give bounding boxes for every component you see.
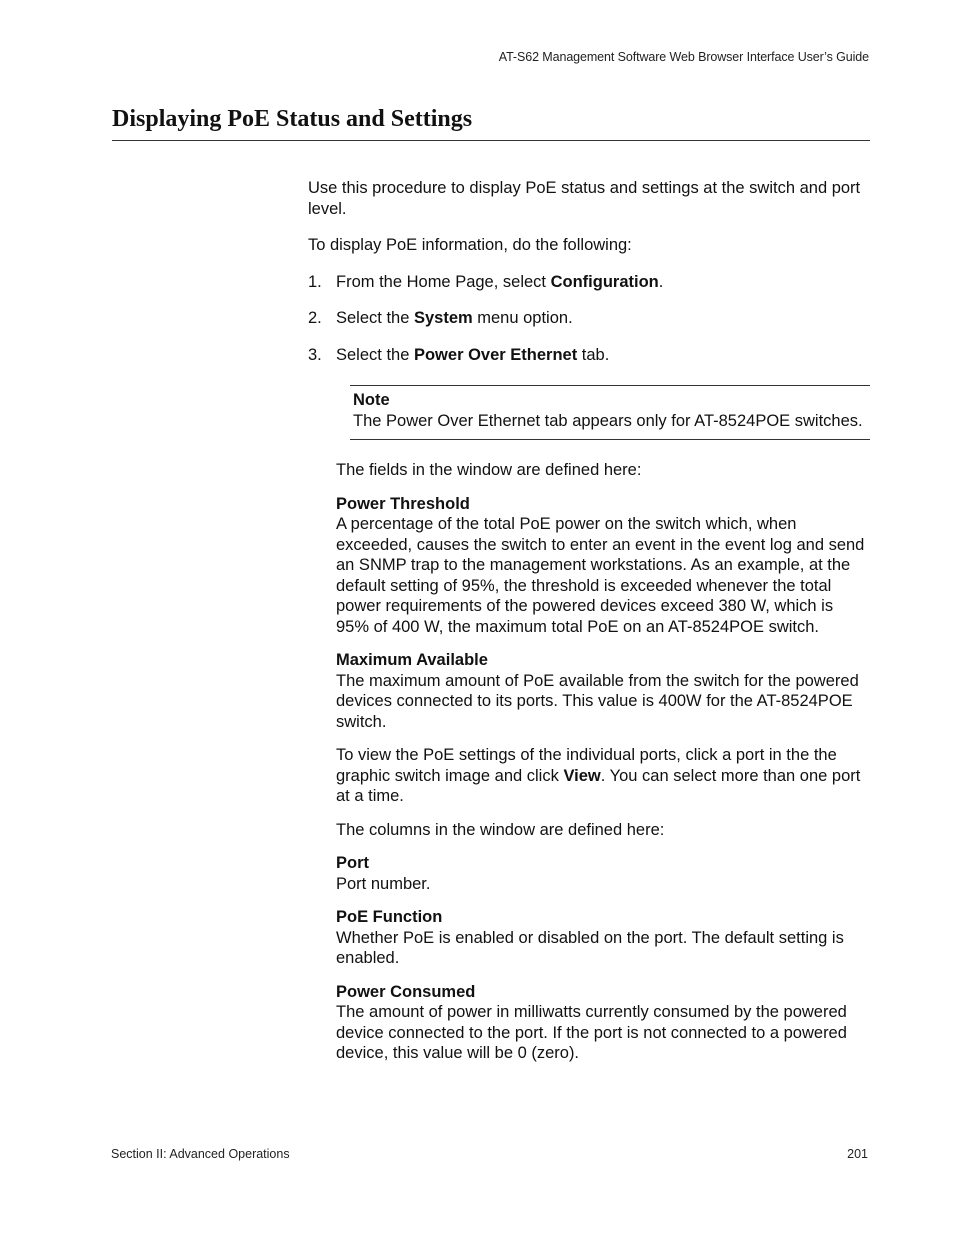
field-description: A percentage of the total PoE power on the switch which, when exceeded, causes the switch to enter an event in the event log and send an SNMP trap to the management workstations. As an example, at the default setting of 95%, the threshold is exceeded whenever the total power requirements of the powered devices exceed 380 W, which is 95% of 400 W, the maximum total PoE on an AT-8524POE switch. (336, 515, 865, 636)
step-item (308, 345, 870, 366)
column-name: PoE Function (336, 908, 443, 926)
step-text-end: tab. (577, 345, 610, 364)
field-definition (336, 494, 870, 638)
step-text: Select the (336, 309, 414, 327)
intro-paragraph: Use this procedure to display PoE status and settings at the switch and port level. (308, 179, 861, 218)
step-text-end: menu option. (472, 309, 573, 327)
note-text: The Power Over Ethernet tab appears only for AT-8524POE switches. (353, 411, 863, 430)
columns-intro: The columns in the window are defined here: (336, 820, 665, 839)
note-label: Note (353, 391, 390, 409)
column-definition (336, 907, 870, 969)
definitions (336, 460, 870, 1064)
column-definition (336, 982, 870, 1064)
column-description: The amount of power in milliwatts currently consumed by the powered device connected to the port. If the port is not connected to a powered device, this value will be 0 (zero). (336, 1003, 847, 1062)
fields-intro: The fields in the window are defined here: (336, 461, 642, 479)
note-box (350, 385, 870, 440)
step-keyword: System (413, 309, 473, 327)
step-text-end: . (658, 272, 664, 291)
field-definition (336, 650, 870, 732)
running-header: AT-S62 Management Software Web Browser Interface User’s Guide (498, 50, 869, 64)
step-text: From the Home Page, select (336, 272, 551, 291)
column-description: Port number. (336, 874, 431, 893)
title-rule (112, 140, 870, 141)
main-content (308, 178, 870, 1077)
view-paragraph (336, 745, 870, 807)
page-number: 201 (847, 1147, 868, 1161)
column-description: Whether PoE is enabled or disabled on the port. The default setting is enabled. (336, 928, 844, 967)
view-keyword: View (563, 766, 601, 785)
step-item (308, 272, 870, 293)
column-definition (336, 853, 870, 894)
procedure-steps (308, 272, 870, 366)
column-name: Port (336, 854, 369, 872)
view-text-end: . You can select more than one port at a time. (336, 766, 861, 805)
step-number: 2. (308, 309, 322, 327)
step-item (308, 308, 870, 329)
view-text: To view the PoE settings of the individual ports, click a port in the the graphic switch image and click (336, 746, 837, 785)
step-keyword: Power Over Ethernet (413, 345, 578, 364)
field-name: Power Threshold (336, 494, 470, 513)
step-keyword: Configuration (550, 272, 659, 291)
column-name: Power Consumed (336, 982, 476, 1001)
page-title: Displaying PoE Status and Settings (112, 106, 473, 132)
step-text: Select the (336, 345, 414, 364)
footer-section-label: Section II: Advanced Operations (111, 1147, 290, 1161)
step-number: 1. (308, 272, 322, 291)
field-name: Maximum Available (336, 651, 488, 669)
field-description: The maximum amount of PoE available from the switch for the powered devices connected to its ports. This value is 400W for the AT-8524POE switch. (336, 671, 859, 731)
step-number: 3. (308, 345, 322, 364)
instruction-paragraph: To display PoE information, do the following: (308, 236, 632, 254)
